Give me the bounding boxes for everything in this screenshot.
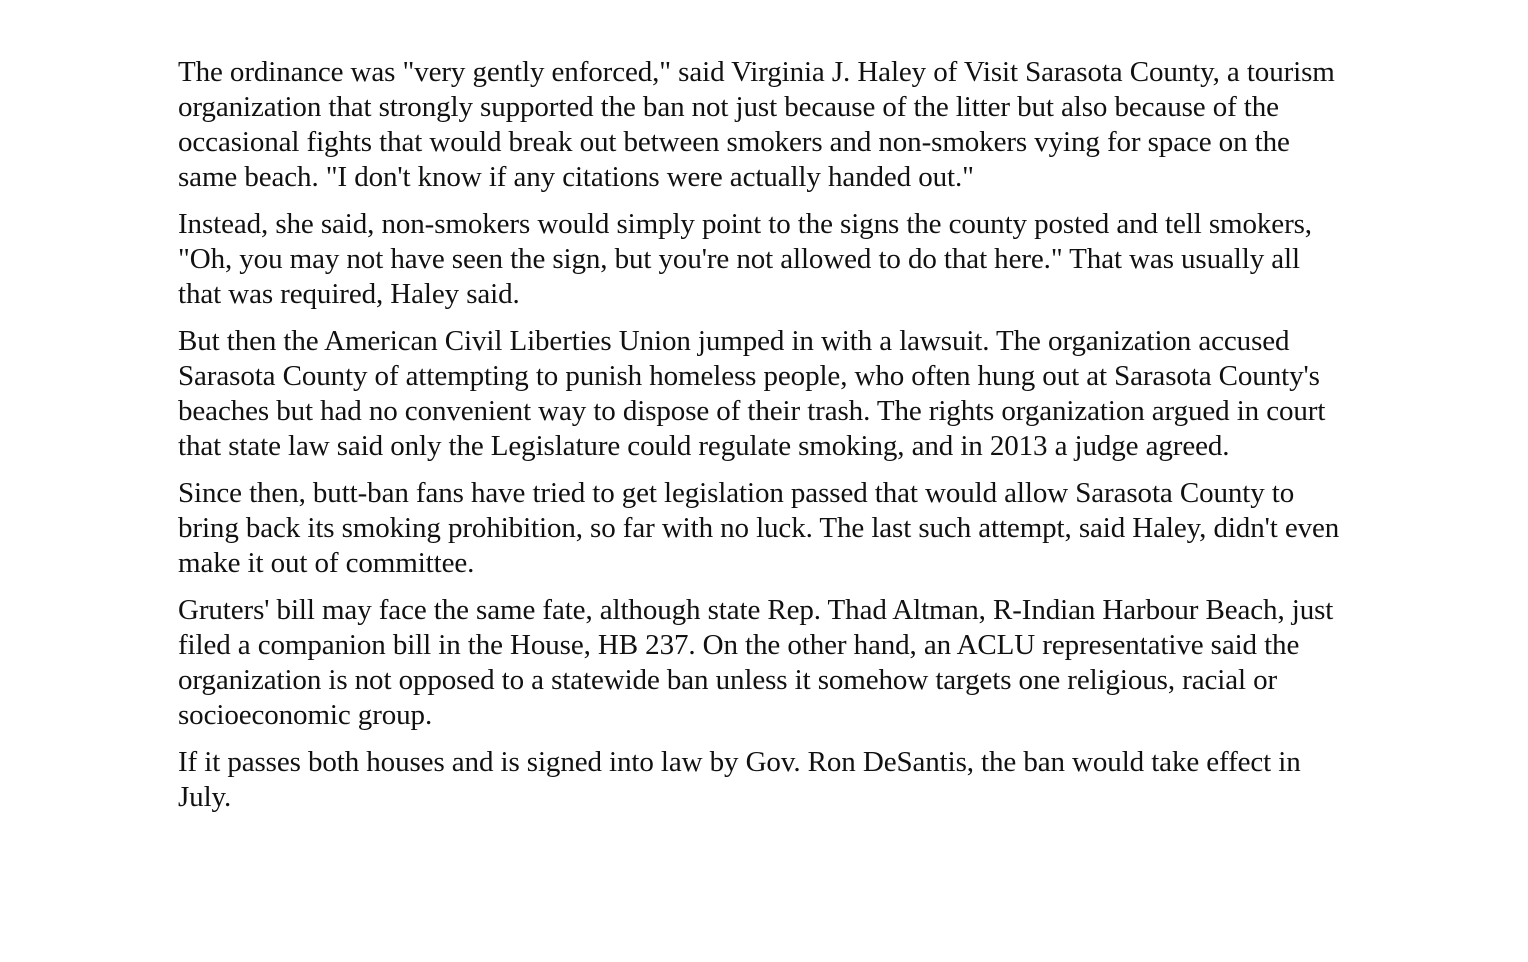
article-body	[178, 55, 1350, 827]
article-paragraph-1: The ordinance was "very gently enforced," said Virginia J. Haley of Visit Sarasota County, a tourism organization that strongly supported the ban not just because of the litter but also because of the occasional fights that would break out between smokers and non-smokers vying for space on the same beach. "I don't know if any citations were actually handed out."	[178, 56, 1335, 193]
article-paragraph-3: But then the American Civil Liberties Union jumped in with a lawsuit. The organization accused Sarasota County of attempting to punish homeless people, who often hung out at Sarasota County's beaches but had no convenient way to dispose of their trash. The rights organization argued in court that state law said only the Legislature could regulate smoking, and in 2013 a judge agreed.	[178, 325, 1326, 462]
article-paragraph-2: Instead, she said, non-smokers would simply point to the signs the county posted and tell smokers, "Oh, you may not have seen the sign, but you're not allowed to do that here." That was usually all that was required, Haley said.	[178, 208, 1312, 310]
article-paragraph-4: Since then, butt-ban fans have tried to get legislation passed that would allow Sarasota County to bring back its smoking prohibition, so far with no luck. The last such attempt, said Haley, didn't even make it out of committee.	[178, 477, 1340, 579]
article-paragraph-6: If it passes both houses and is signed into law by Gov. Ron DeSantis, the ban would take effect in July.	[178, 746, 1301, 813]
article-paragraph-5: Gruters' bill may face the same fate, although state Rep. Thad Altman, R-Indian Harbour Beach, just filed a companion bill in the House, HB 237. On the other hand, an ACLU representative said the organization is not opposed to a statewide ban unless it somehow targets one religious, racial or socioeconomic group.	[178, 594, 1334, 731]
